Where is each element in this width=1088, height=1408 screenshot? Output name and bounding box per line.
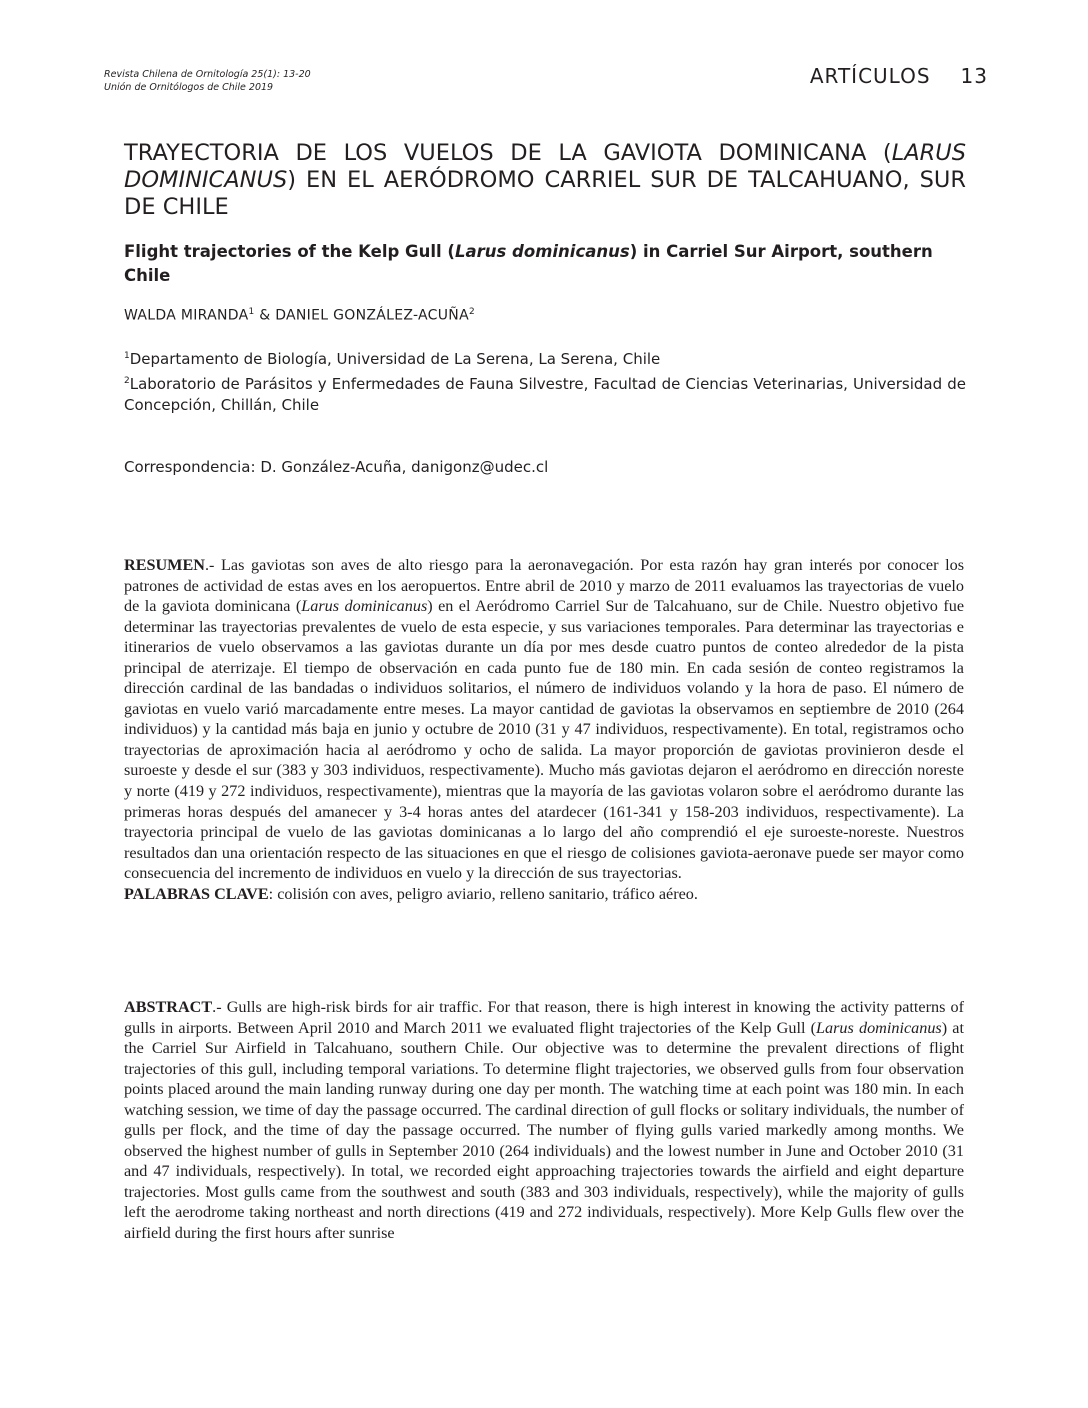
- affiliation-text: Laboratorio de Parásitos y Enfermedades de Fauna Silvestre, Facultad de Ciencias Veterinarias, Universidad de Concepción, Chillán, Chile: [124, 374, 966, 414]
- resumen-paragraph: [124, 555, 964, 884]
- resumen-text: ) en el Aeródromo Carriel Sur de Talcahuano, sur de Chile. Nuestro objetivo fue determinar las trayectorias prevalentes de vuelo de esta especie, y sus variaciones temporales. Para determinar las trayectorias e itinerarios de vuelo observamos a las gaviotas durante un día por mes desde cuatro puntos de conteo alrededor de la pista principal de aterrizaje. El tiempo de observación en cada punto fue de 180 min. En cada sesión de conteo registramos la dirección cardinal de las bandadas o individuos solitarios, el número de individuos volando y la hora de paso. El número de gaviotas en vuelo varió marcadamente entre meses. La mayor cantidad de gaviotas la observamos en septiembre de 2010 (264 individuos) y la cantidad más baja en junio y octubre de 2010 (31 y 47 individuos, respectivamente). En total, registramos ocho trayectorias de aproximación hacia al aeródromo y ocho de salida. La mayor proporción de gaviotas provinieron desde el suroeste y desde el sur (383 y 303 individuos, respectivamente). Mucho más gaviotas dejaron el aeródromo en dirección noreste y norte (419 y 272 individuos, respectivamente), mientras que la mayoría de las gaviotas volaron sobre el aeródromo durante las primeras horas después del amanecer y 3-4 horas antes del atardecer (161-341 y 158-203 individuos, respectivamente). La trayectoria principal de vuelo de las gaviotas dominicanas a lo largo del año comprendió el eje suroeste-noreste. Nuestros resultados dan una orientación respecto de las situaciones en que el riesgo de colisiones gaviota-aeronave puede ser mayor como consecuencia del incremento de individuos en vuelo y la dirección de sus trayectorias.: [124, 597, 965, 883]
- title-english-part2: ) in Carriel Sur Airport, southern Chile: [124, 242, 933, 285]
- affiliation-marker: 2: [124, 375, 130, 386]
- section-name: ARTÍCULOS: [809, 64, 931, 88]
- author-name: WALDA MIRANDA: [124, 307, 249, 324]
- abstract-species: Larus dominicanus: [816, 1018, 942, 1037]
- resumen-label: RESUMEN: [124, 556, 205, 574]
- title-english-species: Larus dominicanus: [454, 242, 630, 261]
- keywords-paragraph: [124, 884, 964, 905]
- author-name: DANIEL GONZÁLEZ-ACUÑA: [275, 307, 469, 324]
- keywords-label: PALABRAS CLAVE: [124, 884, 269, 903]
- author-separator: &: [254, 307, 276, 324]
- resumen-text: .- Las gaviotas son aves de alto riesgo para la aeronavegación. Por esta razón hay gran interés por conocer los patrones de actividad de estas aves en los aeropuertos. Entre abril de 2010 y marzo de 2011 evaluamos las trayectorias de vuelo de la gaviota dominicana (: [124, 556, 964, 616]
- title-spanish-part1: TRAYECTORIA DE LOS VUELOS DE LA GAVIOTA DOMINICANA (: [124, 140, 892, 166]
- affiliation-item: [124, 371, 966, 417]
- abstract-paragraph: [124, 997, 964, 1244]
- resumen-section: [124, 555, 964, 904]
- affiliation-marker: 1: [124, 351, 130, 361]
- journal-citation: [104, 68, 311, 94]
- correspondence-line: Correspondencia: D. González-Acuña, danigonz@udec.cl: [124, 458, 549, 476]
- keywords-text: : colisión con aves, peligro aviario, relleno sanitario, tráfico aéreo.: [268, 884, 698, 903]
- journal-citation-line2: Unión de Ornitólogos de Chile 2019: [104, 82, 274, 93]
- title-spanish-species: LARUS DOMINICANUS: [124, 140, 966, 193]
- abstract-text: ) at the Carriel Sur Airfield in Talcahuano, southern Chile. Our objective was to determine the prevalent directions of flight trajectories of this gull, including temporal variations. To determine flight trajectories, we observed gulls from four observation points placed around the main landing runway during one day per month. The watching time at each point was 180 min. In each watching session, we time of day the passage occurred. The cardinal direction of gull flocks or solitary individuals, the number of gulls per flock, and the time of day the passage occurred. The number of flying gulls varied markedly among months. We observed the highest number of gulls in September 2010 (264 individuals) and the lowest number in June and October 2010 (31 and 47 individuals, respectively). In total, we recorded eight approaching trajectories towards the airfield and eight departure trajectories. Most gulls came from the southwest and south (383 and 303 individuals, respectively), while the majority of gulls left the aerodrome taking northeast and north directions (419 and 272 individuals, respectively). More Kelp Gulls flew over the airfield during the first hours after sunrise: [124, 1018, 964, 1243]
- journal-citation-line1: Revista Chilena de Ornitología 25(1): 13-20: [104, 69, 311, 80]
- affiliation-item: [124, 346, 966, 371]
- affiliation-marker: 2: [468, 307, 475, 317]
- title-english-part1: Flight trajectories of the Kelp Gull (: [124, 242, 455, 261]
- title-spanish: [124, 140, 966, 221]
- page-number: 13: [960, 64, 988, 88]
- author-list: [124, 307, 475, 324]
- affiliation-text: Departamento de Biología, Universidad de La Serena, La Serena, Chile: [129, 350, 661, 368]
- title-spanish-part2: ) EN EL AERÓDROMO CARRIEL SUR DE TALCAHUANO, SUR DE CHILE: [124, 167, 966, 220]
- abstract-label: ABSTRACT: [124, 998, 213, 1016]
- section-header: [810, 64, 988, 88]
- abstract-section: [124, 997, 964, 1244]
- title-english: [124, 240, 966, 288]
- affiliation-marker: 1: [248, 307, 255, 317]
- resumen-species: Larus dominicanus: [301, 597, 428, 616]
- abstract-text: .- Gulls are high-risk birds for air traffic. For that reason, there is high interest in knowing the activity patterns of gulls in airports. Between April 2010 and March 2011 we evaluated flight trajectories of the Kelp Gull (: [124, 998, 964, 1037]
- affiliation-list: [124, 346, 966, 417]
